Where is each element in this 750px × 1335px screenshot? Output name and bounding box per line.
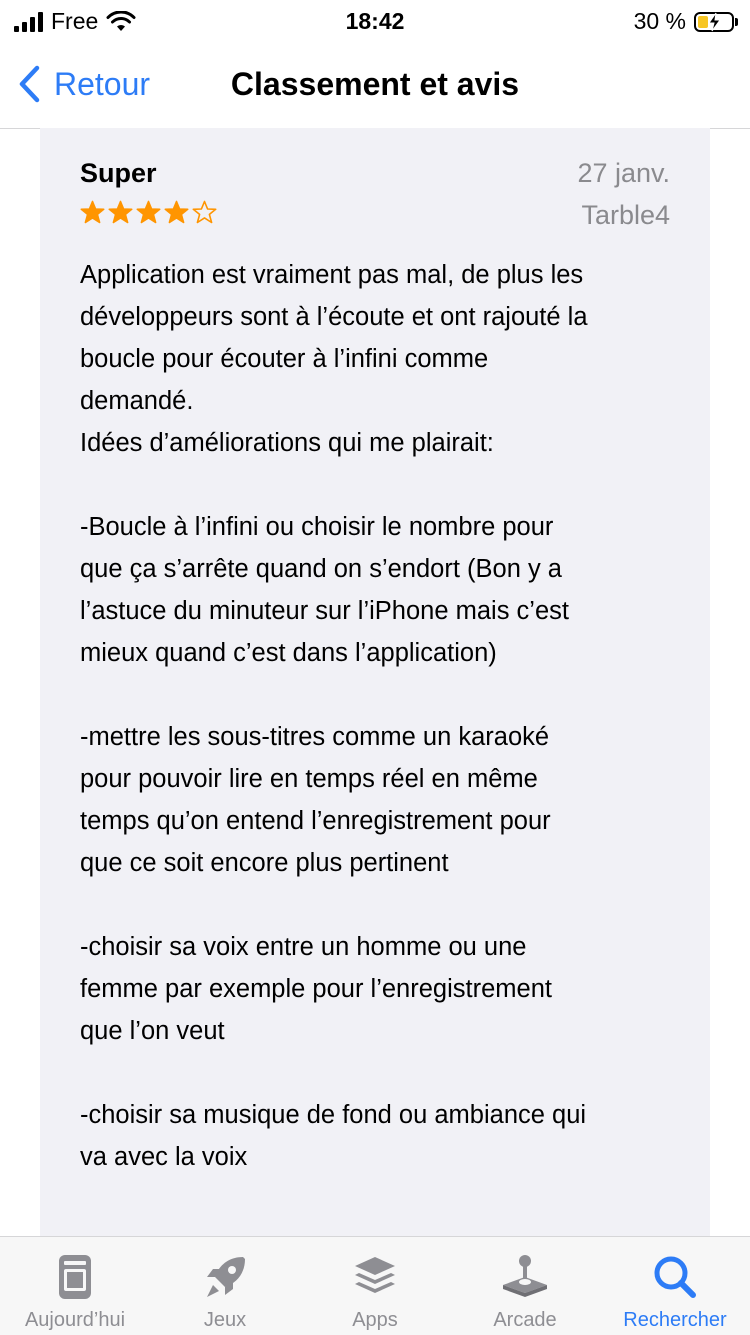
battery-tip [735,18,738,26]
review-card [40,128,710,1268]
battery-icon [694,12,734,32]
tab-apps[interactable] [300,1237,450,1335]
rocket-icon [199,1251,251,1303]
search-icon [649,1251,701,1303]
status-time: 18:42 [345,8,405,34]
status-bar [0,0,750,42]
star-filled-icon [108,200,133,225]
status-right [634,8,738,35]
review-body: Application est vraiment pas mal, de plus les développeurs sont à l’écoute et ont rajouté la boucle pour écouter à l’infini comme demandé. Idées d’améliorations qui me plairait: -Boucle à l’infini ou choisir le nombre pour que ça s’arrête quand on s’endort (Bon y a l’astuce du minuteur sur l’iPhone mais c’est mieux quand c’est dans l’application) -mettre les sous-titres comme un karaoké pour pouvoir lire en temps réel en même temps qu’on entend l’enregistrement pour que ce soit encore plus pertinent -choisir sa voix entre un homme ou une femme par exemple pour l’enregistrement que l’on veut -choisir sa musique de fond ou ambiance qui va avec la voix [80,261,588,1171]
tab-label: Rechercher [623,1309,727,1331]
tab-search[interactable] [600,1237,750,1335]
tab-label: Aujourd’hui [24,1309,126,1331]
apps-stack-icon [349,1251,401,1303]
joystick-icon [499,1251,551,1303]
tab-arcade[interactable] [450,1237,600,1335]
review-title: Super [80,158,157,188]
battery-percentage: 30 % [633,8,686,34]
page-title: Classement et avis [230,66,520,102]
back-label: Retour [54,65,151,102]
tab-games[interactable] [150,1237,300,1335]
tab-today[interactable] [0,1237,150,1335]
star-filled-icon [164,200,189,225]
charging-bolt-icon [706,12,724,32]
today-icon [49,1251,101,1303]
tab-label: Jeux [203,1309,247,1331]
review-date: 27 janv. [577,158,670,188]
tab-label: Arcade [493,1309,557,1331]
star-rating [80,200,217,225]
star-filled-icon [80,200,105,225]
star-empty-icon [192,200,217,225]
tab-label: Apps [352,1309,398,1331]
star-filled-icon [136,200,161,225]
carrier-name: Free [51,8,99,34]
navigation-bar [0,42,750,129]
tab-bar [0,1236,750,1335]
review-author: Tarble4 [581,200,670,230]
